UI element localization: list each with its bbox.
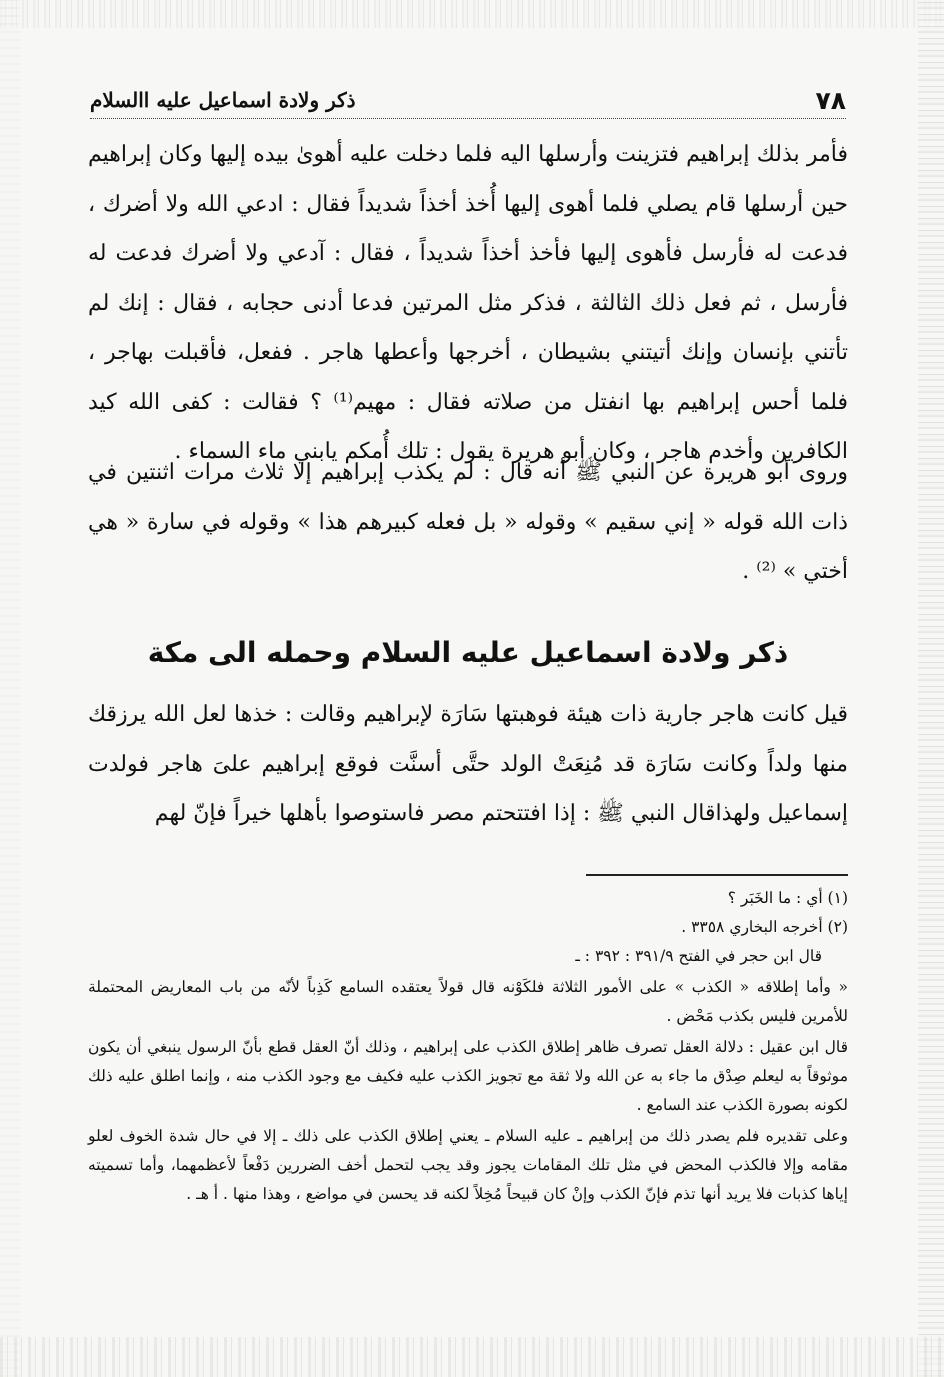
footnote-1: (١) أي : ما الخَبَر ؟ bbox=[727, 889, 848, 907]
body-paragraph: وروى أبو هريرة عن النبي ﷺ أنه قال : لم يكذب إبراهيم إلا ثلاث مرات اثنتين في ذات الله قوله « إني سقيم » وقوله « بل فعله كبيرهم هذا » وقوله في سارة « هي أختي » ⁽²⁾ . bbox=[88, 460, 848, 584]
scan-edge-left bbox=[0, 0, 20, 1377]
body-paragraph: قيل كانت هاجر جارية ذات هيئة فوهبتها سَارَة لإبراهيم وقالت : خذها لعل الله يرزقك منها ولداً وكانت سَارَة قد مُنِعَتْ الولد حتَّى أسنَّت فوقع إبراهيم علىَ هاجر فولدت إسماعيل ولهذاقال النبي ﷺ : إذا افتتحتم مصر فاستوصوا بأهلها خيراً فإنّ لهم bbox=[88, 702, 848, 826]
paragraph-block-1 bbox=[88, 130, 848, 477]
page-number: ٧٨ bbox=[815, 86, 846, 115]
footnote-quote-paragraph: « وأما إطلاقه « الكذب » على الأمور الثلاثة فلكَوْنه قال قولاً يعتقده السامع كَذِباً لأنّه من باب المعاريض المحتملة للأمرين فليس بكذب مَحْض . bbox=[88, 978, 848, 1025]
paragraph-block-2 bbox=[88, 448, 848, 597]
footnote-quote-paragraph: وعلى تقديره فلم يصدر ذلك من إبراهيم ـ عليه السلام ـ يعني إطلاق الكذب على ذلك ـ إلا في حال شدة الخوف لعلو مقامه وإلا فالكذب المحض في مثل تلك المقامات يجوز وقد يجب لتحمل أخف الضررين دَفْعاً لأعظمهما، وأما تسميته إياها كذبات فلا يريد أنها تذم فإنّ الكذب وإنْ كان قبيحاً مُخِلاً لكنه قد يحسن في مواضع ، وهذا منها . أ هـ . bbox=[88, 1127, 848, 1203]
footnote-quote-paragraph: قال ابن عقيل : دلالة العقل تصرف ظاهر إطلاق الكذب على إبراهيم ، وذلك أنّ العقل قطع بأنّ الرسول ينبغي أن يكون موثوقاً به ليعلم صِدْق ما جاء به عن الله ولا ثقة مع تجويز الكذب عليه فكيف مع وجود الكذب منه ، وإنما اطلق عليه ذلك لكونه بصورة الكذب عند السامع . bbox=[88, 1038, 848, 1114]
footnotes bbox=[88, 884, 848, 1209]
running-title: ذكر ولادة اسماعيل عليه االسلام bbox=[90, 88, 356, 112]
scan-edge-bottom bbox=[0, 1337, 944, 1377]
body-paragraph: فأمر بذلك إبراهيم فتزينت وأرسلها اليه فلما دخلت عليه أهوىٰ بيده إليها وكان إبراهيم حين أرسلها قام يصلي فلما أهوى إليها أُخذ أخذاً شديداً فقال : ادعي الله ولا أضرك ، فدعت له فأرسل فأهوى إليها فأخذ أخذاً شديداً ، فقال : آدعي ولا أضرك فدعت له فأرسل ، ثم فعل ذلك الثالثة ، فذكر مثل المرتين فدعا أدنى حجابه ، فقال : إنك لم تأتني بإنسان وإنك أتيتني بشيطان ، أخرجها وأعطها هاجر . ففعل، فأقبلت بهاجر ، فلما أحس إبراهيم بها انفتل من صلاته فقال : مهيم⁽¹⁾ ؟ فقالت : كفى الله كيد الكافرين وأخدم هاجر ، وكان أبو هريرة يقول : تلك أُمكم يابني ماء السماء . bbox=[88, 142, 848, 464]
section-heading: ذكر ولادة اسماعيل عليه السلام وحمله الى مكة bbox=[147, 636, 789, 669]
scan-edge-right bbox=[918, 0, 944, 1377]
header-divider bbox=[90, 118, 846, 119]
footnote-quote-intro: قال ابن حجر في الفتح ٣٩١/٩ : ٣٩٢ : ـ bbox=[575, 947, 822, 965]
paragraph-block-3 bbox=[88, 690, 848, 839]
scan-edge-top bbox=[0, 0, 944, 28]
footnote-divider bbox=[586, 874, 848, 876]
footnote-2: (٢) أخرجه البخاري ٣٣٥٨ . bbox=[681, 918, 848, 936]
page-header bbox=[90, 86, 846, 122]
